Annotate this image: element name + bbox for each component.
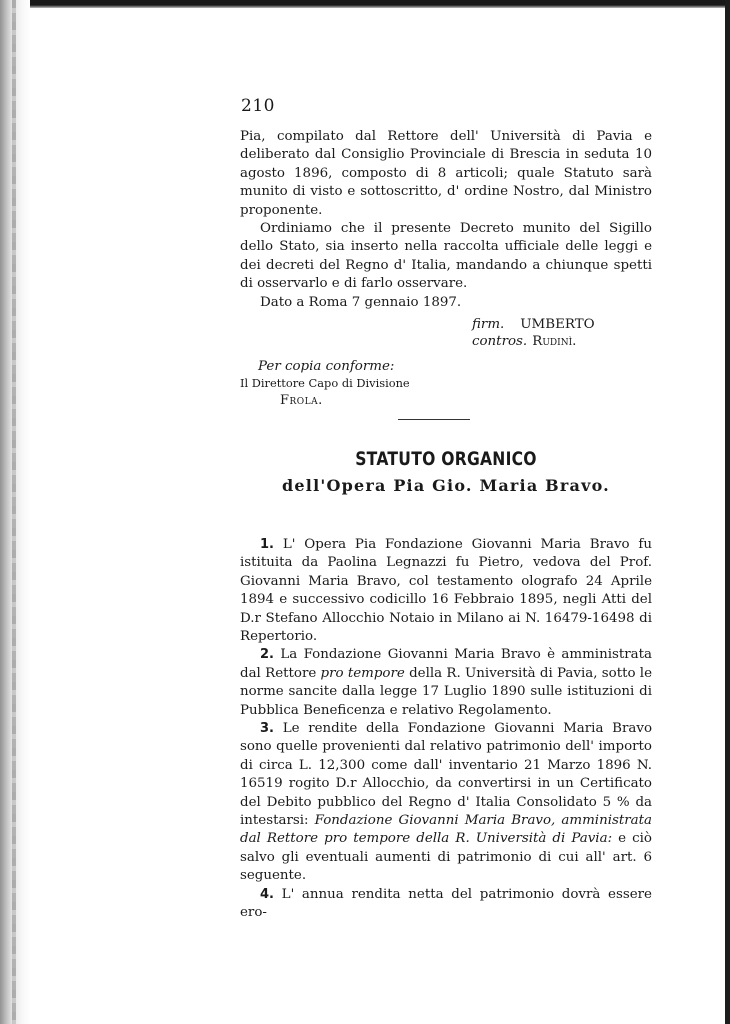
copy-conforme-name: Frola. xyxy=(280,393,323,409)
article-3-number: 3. xyxy=(260,720,274,736)
articles-section xyxy=(240,536,652,923)
contros-name: Rudinì. xyxy=(532,334,577,350)
scanned-page-edge xyxy=(0,0,46,1024)
signature-block xyxy=(472,316,652,350)
article-2-italic: pro tempore xyxy=(320,665,405,681)
article-3-text-a: Le rendite della Fondazione Giovanni Maria Bravo sono quelle provenienti dal relativo patrimonio dell' importo di circa L. 12,300 come dall' inventario 21 Marzo 1896 N. 16519 rogito D.r Allocchio, da convertirsi in un Certificato del Debito pubblico del Regno d' Italia Consolidato 5 % da intestarsi: xyxy=(240,720,653,828)
article-1-text: L' Opera Pia Fondazione Giovanni Maria Bravo fu istituita da Paolina Legnazzi fu Pietro, vedova del Prof. Giovanni Maria Bravo, col testamento olografo 24 Aprile 1894 e successivo codicillo 16 Febbraio 1895, negli Atti del D.r Stefano Allocchio Notaio in Milano ai N. 16479-16498 di Repertorio. xyxy=(240,536,652,644)
scanned-top-border xyxy=(30,0,730,8)
firm-label: firm. xyxy=(472,317,505,333)
article-2-number: 2. xyxy=(260,647,274,663)
article-4-number: 4. xyxy=(260,886,274,902)
section-divider xyxy=(398,419,470,420)
article-1 xyxy=(240,536,652,646)
article-4 xyxy=(240,886,652,923)
signature-firm xyxy=(472,316,652,333)
article-2-text-b: della R. Università di Pavia, sotto le norme sancite dalla legge 17 Luglio 1890 sulle istituzioni di Pubblica Beneficenza e relativo Regolamento. xyxy=(240,665,652,718)
statute-title: STATUTO ORGANICO xyxy=(355,448,537,471)
copy-conforme-block xyxy=(240,358,652,409)
statute-subtitle: dell'Opera Pia Gio. Maria Bravo. xyxy=(282,476,610,496)
page-content xyxy=(240,96,652,922)
article-3-text-b: e ciò salvo gli eventuali aumenti di patrimonio di cui all' art. 6 seguente. xyxy=(240,831,652,884)
decree-paragraph-1: Pia, compilato dal Rettore dell' Università di Pavia e deliberato dal Consiglio Provinciale di Brescia in seduta 10 agosto 1896, composto di 8 articoli; quale Statuto sarà munito di visto e sottoscritto, d' ordine Nostro, dal Ministro proponente. xyxy=(240,129,652,218)
article-2-text-a: La Fondazione Giovanni Maria Bravo è amministrata dal Rettore xyxy=(240,647,652,681)
copy-conforme-title: Per copia conforme: xyxy=(258,359,395,375)
scanned-right-border xyxy=(725,0,730,1024)
article-3-italic: Fondazione Giovanni Maria Bravo, amministrata dal Rettore pro tempore della R. Università di Pavia: xyxy=(240,812,652,847)
signature-contros xyxy=(472,333,652,350)
article-1-number: 1. xyxy=(260,536,274,552)
firm-name: UMBERTO xyxy=(520,317,595,333)
article-2 xyxy=(240,646,652,720)
article-4-text: L' annua rendita netta del patrimonio dovrà essere ero- xyxy=(240,886,652,920)
contros-label: contros. xyxy=(472,334,528,350)
page-number: 210 xyxy=(241,96,275,116)
decree-paragraph-2: Ordiniamo che il presente Decreto munito del Sigillo dello Stato, sia inserto nella raccolta ufficiale delle leggi e dei decreti del Regno d' Italia, mandando a chiunque spetti di osservarlo e di farlo osservare. xyxy=(240,221,652,292)
copy-conforme-role: Il Direttore Capo di Divisione xyxy=(240,376,410,391)
decree-date-line: Dato a Roma 7 gennaio 1897. xyxy=(260,294,462,310)
article-3 xyxy=(240,720,652,886)
